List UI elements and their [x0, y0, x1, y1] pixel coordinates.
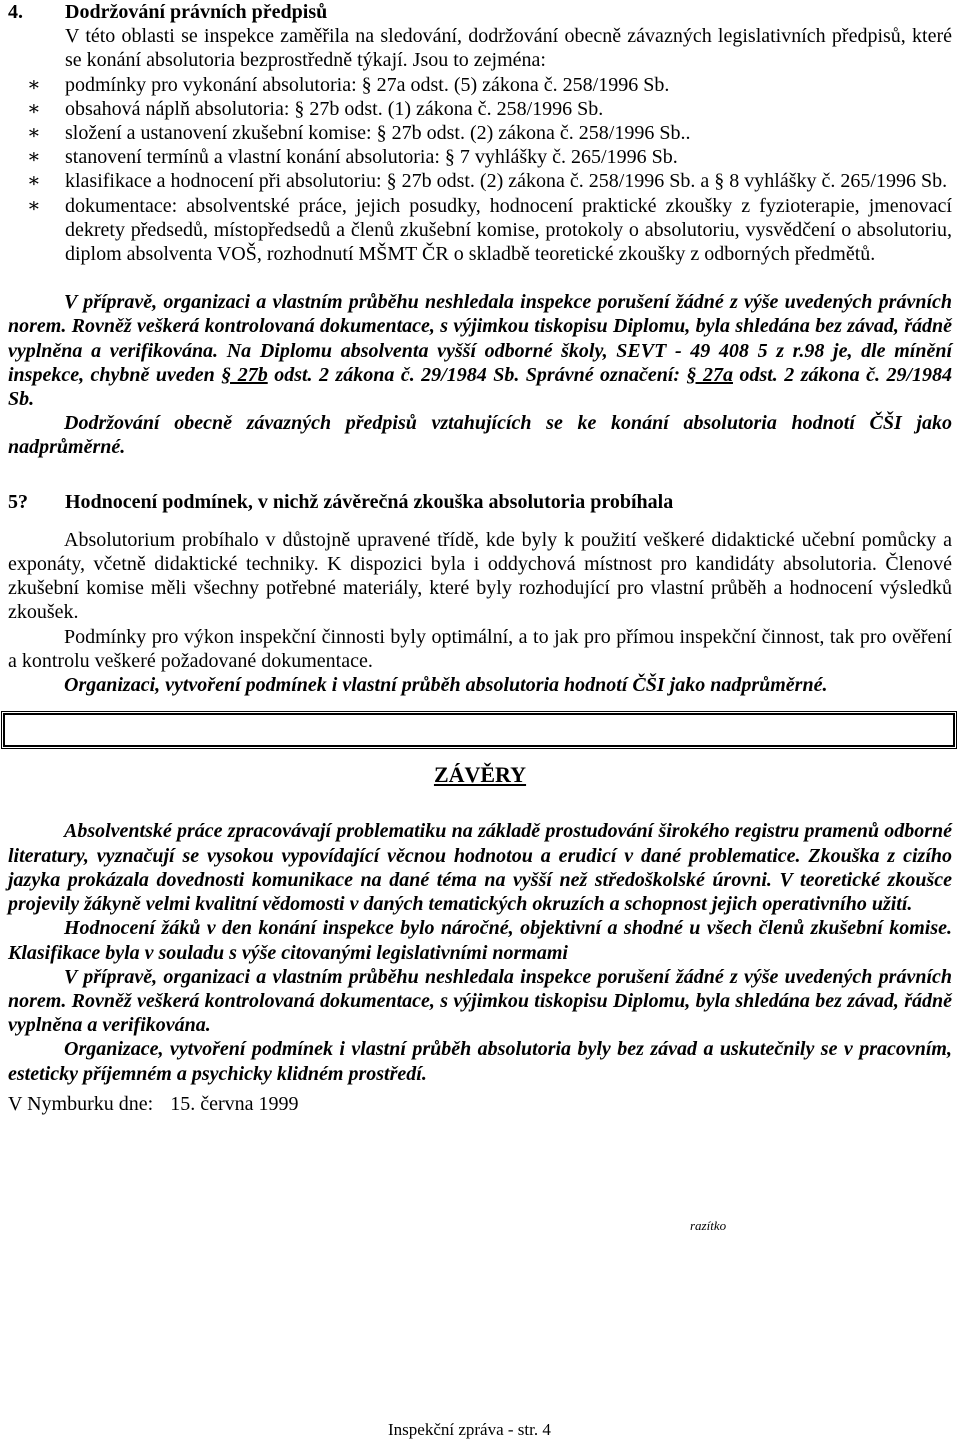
signature-line	[8, 1092, 952, 1116]
conclusion-paragraph-4: Organizace, vytvoření podmínek i vlastní průběh absolutoria byly bez závad a uskutečnily se v pracovním, esteticky příjemném a psychicky klidném prostředí.	[8, 1038, 952, 1085]
section-5-paragraph-1: Absolutorium probíhalo v důstojně upravené třídě, kde byly k použití veškeré didaktické učební pomůcky a exponáty, včetně didaktické techniky. K dispozici byla i oddychová místnost pro kandidáty absolutoria. Členové zkušební komise měli všechny potřebné materiály, které byly rozhodující pro vlastní průběh a hodnocení výsledků zkoušek.	[8, 528, 952, 624]
bullet-star-icon: ∗	[27, 170, 41, 193]
conclusion-paragraph-2: Hodnocení žáků v den konání inspekce bylo náročné, objektivní a shodné u všech členů zkušební komise. Klasifikace byla v souladu s výše citovanými legislativními normami	[8, 917, 952, 964]
conclusion-paragraph-1: Absolventské práce zpracovávají problematiku na základě prostudování širokého registru pramenů odborné literatury, vyznačují se vysokou vypovídající věcnou hodnotou a erudicí v dané problematice. Zkouška z cizího jazyka prokázala dovednosti komunikace na dané téma na vyšší než středoškolské úrovni. V teoretické zkoušce projevily žákyně velmi kvalitní vědomosti v daných tematických okruzích a schopnost jejich operativního užití.	[8, 820, 952, 916]
page-footer: Inspekční zpráva - str. 4	[388, 1420, 551, 1439]
section-5-evaluation: Organizaci, vytvoření podmínek i vlastní průběh absolutoria hodnotí ČŠI jako nadprůměrné.	[64, 674, 828, 697]
section-5-paragraph-2: Podmínky pro výkon inspekční činnosti byly optimální, a to jak pro přímou inspekční činnost, tak pro ověření a kontrolu veškeré požadované dokumentace.	[8, 625, 952, 672]
list-item: ∗ obsahová náplň absolutoria: § 27b odst. (1) zákona č. 258/1996 Sb.	[8, 97, 952, 121]
wrong-paragraph-reference: § 27b	[221, 363, 268, 386]
legislation-list	[8, 73, 952, 267]
place-label: V Nymburku dne:	[8, 1092, 154, 1115]
list-item: ∗ složení a ustanovení zkušební komise: § 27b odst. (2) zákona č. 258/1996 Sb..	[8, 121, 952, 145]
stamp-placeholder: razítko	[690, 1218, 727, 1233]
section-5-title: Hodnocení podmínek, v nichž závěrečná zkouška absolutoria probíhala	[65, 490, 674, 513]
list-item: ∗ stanovení termínů a vlastní konání absolutoria: § 7 vyhlášky č. 265/1996 Sb.	[8, 145, 952, 169]
section-4-evaluation: Dodržování obecně závazných předpisů vztahujících se ke konání absolutoria hodnotí ČŠI jako nadprůměrné.	[8, 412, 952, 459]
list-item: ∗ podmínky pro vykonání absolutoria: § 27a odst. (5) zákona č. 258/1996 Sb.	[8, 73, 952, 97]
bullet-star-icon: ∗	[27, 73, 41, 96]
bullet-star-icon: ∗	[27, 97, 41, 120]
section-4-number: 4.	[8, 1, 23, 23]
bullet-star-icon: ∗	[27, 122, 41, 145]
bullet-star-icon: ∗	[27, 194, 41, 217]
conclusion-heading: ZÁVĚRY	[433, 762, 527, 788]
section-4-title: Dodržování právních předpisů	[65, 1, 328, 23]
bullet-star-icon: ∗	[27, 146, 41, 169]
correct-paragraph-reference: § 27a	[686, 363, 733, 386]
report-page	[8, 0, 952, 1116]
section-divider-box	[3, 713, 955, 747]
conclusion-paragraph-3: V přípravě, organizaci a vlastním průběhu neshledala inspekce porušení žádné z výše uvedených právních norem. Rovněž veškerá kontrolovaná dokumentace, s výjimkou tiskopisu Diplomu, byla shledána bez závad, řádně vyplněna a verifikována.	[8, 965, 952, 1037]
section-4-intro: V této oblasti se inspekce zaměřila na sledování, dodržování obecně závazných legislativních předpisů, které se konání absolutoria bezprostředně týkají. Jsou to zejména:	[65, 25, 952, 72]
report-date: 15. června 1999	[170, 1092, 299, 1115]
section-4-heading	[8, 0, 952, 24]
list-item: ∗ klasifikace a hodnocení při absolutoriu: § 27b odst. (2) zákona č. 258/1996 Sb. a § 8 vyhlášky č. 265/1996 Sb.	[8, 169, 952, 193]
section-5-heading	[8, 490, 952, 514]
section-5-number: 5?	[8, 490, 28, 513]
section-4-finding: V přípravě, organizaci a vlastním průběhu neshledala inspekce porušení žádné z výše uvedených právních norem. Rovněž veškerá kontrolovaná dokumentace, s výjimkou tiskopisu Diplomu, byla shledána bez závad, řádně vyplněna a verifikována. Na Diplomu absolventa vyšší odborné školy, SEVT - 49 408 5 z r.98 je, dle mínění inspekce, chybně uveden § 27b odst. 2 zákona č. 29/1984 Sb. Správné označení: § 27a odst. 2 zákona č. 29/1984 Sb.	[8, 291, 952, 411]
list-item: ∗ dokumentace: absolventské práce, jejich posudky, hodnocení praktické zkoušky z fyzioterapie, jmenovací dekrety předsedů, místopředsedů a členů zkušební komise, protokoly o absolutoriu, vysvědčení o absolutoriu, diplom absolventa VOŠ, rozhodnutí MŠMT ČR o skladbě teoretické zkoušky z odborných předmětů.	[8, 194, 952, 267]
